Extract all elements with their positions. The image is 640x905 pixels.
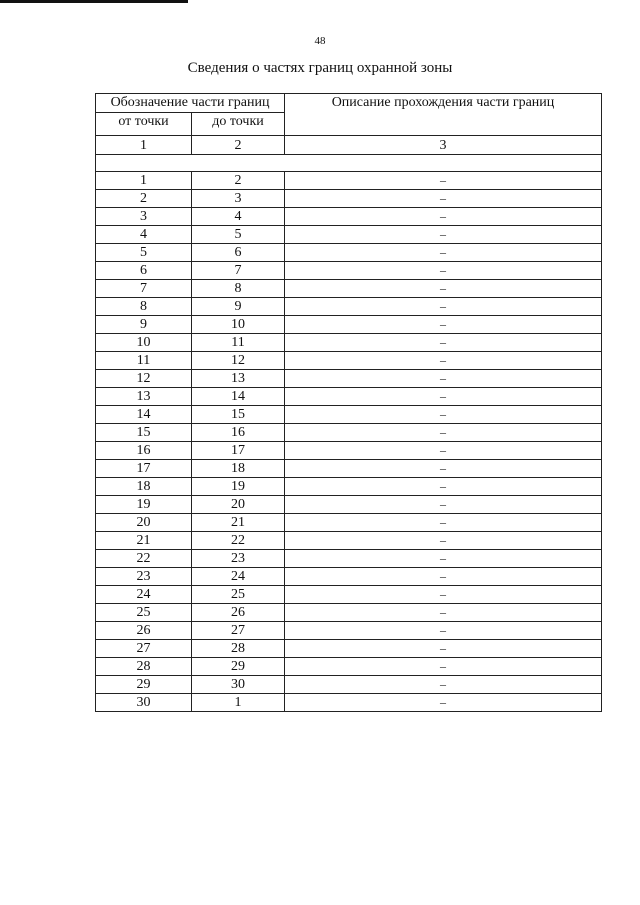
desc-cell: – <box>285 280 602 298</box>
boundary-table <box>95 93 602 712</box>
desc-cell: – <box>285 442 602 460</box>
from-cell: 1 <box>96 172 192 190</box>
desc-cell: – <box>285 406 602 424</box>
table-row <box>96 514 602 532</box>
to-header: до точки <box>192 113 285 136</box>
desc-cell: – <box>285 262 602 280</box>
desc-cell: – <box>285 586 602 604</box>
table-row <box>96 298 602 316</box>
table-row <box>96 370 602 388</box>
desc-cell: – <box>285 532 602 550</box>
page-number: 48 <box>314 35 326 47</box>
desc-cell: – <box>285 226 602 244</box>
desc-cell: – <box>285 604 602 622</box>
from-cell: 22 <box>96 550 192 568</box>
to-cell: 30 <box>192 676 285 694</box>
table-row <box>96 334 602 352</box>
desc-cell: – <box>285 424 602 442</box>
to-cell: 29 <box>192 658 285 676</box>
table-row <box>96 478 602 496</box>
to-cell: 1 <box>192 694 285 712</box>
desc-cell: – <box>285 496 602 514</box>
desc-cell: – <box>285 550 602 568</box>
desc-cell: – <box>285 460 602 478</box>
blank-row <box>96 155 602 172</box>
to-cell: 21 <box>192 514 285 532</box>
to-cell: 13 <box>192 370 285 388</box>
table-row <box>96 694 602 712</box>
table-row <box>96 622 602 640</box>
to-cell: 20 <box>192 496 285 514</box>
desc-cell: – <box>285 298 602 316</box>
table-row <box>96 604 602 622</box>
from-cell: 27 <box>96 640 192 658</box>
to-cell: 14 <box>192 388 285 406</box>
table-row <box>96 496 602 514</box>
page-title: Сведения о частях границ охранной зоны <box>187 60 453 76</box>
index-cell-1: 1 <box>96 136 192 155</box>
table-row <box>96 406 602 424</box>
to-cell: 22 <box>192 532 285 550</box>
table-row <box>96 280 602 298</box>
from-cell: 19 <box>96 496 192 514</box>
from-cell: 4 <box>96 226 192 244</box>
desc-cell: – <box>285 316 602 334</box>
desc-cell: – <box>285 568 602 586</box>
to-cell: 17 <box>192 442 285 460</box>
table-row <box>96 676 602 694</box>
table-row <box>96 442 602 460</box>
desc-header: Описание прохождения части границ <box>285 94 602 136</box>
table-row <box>96 388 602 406</box>
from-cell: 23 <box>96 568 192 586</box>
table-row <box>96 586 602 604</box>
to-cell: 24 <box>192 568 285 586</box>
from-cell: 17 <box>96 460 192 478</box>
from-cell: 20 <box>96 514 192 532</box>
from-cell: 3 <box>96 208 192 226</box>
from-cell: 12 <box>96 370 192 388</box>
top-rule <box>0 0 188 3</box>
from-cell: 29 <box>96 676 192 694</box>
from-cell: 14 <box>96 406 192 424</box>
to-cell: 27 <box>192 622 285 640</box>
desc-cell: – <box>285 676 602 694</box>
to-cell: 10 <box>192 316 285 334</box>
table-row <box>96 532 602 550</box>
table-row <box>96 208 602 226</box>
table-row <box>96 172 602 190</box>
from-header: от точки <box>96 113 192 136</box>
table-row <box>96 658 602 676</box>
from-cell: 9 <box>96 316 192 334</box>
desc-cell: – <box>285 208 602 226</box>
from-cell: 21 <box>96 532 192 550</box>
desc-cell: – <box>285 352 602 370</box>
table-row <box>96 550 602 568</box>
to-cell: 15 <box>192 406 285 424</box>
table-row <box>96 316 602 334</box>
to-cell: 18 <box>192 460 285 478</box>
from-cell: 10 <box>96 334 192 352</box>
from-cell: 28 <box>96 658 192 676</box>
desc-cell: – <box>285 244 602 262</box>
desc-cell: – <box>285 658 602 676</box>
desc-cell: – <box>285 640 602 658</box>
from-cell: 7 <box>96 280 192 298</box>
desc-cell: – <box>285 388 602 406</box>
to-cell: 12 <box>192 352 285 370</box>
from-cell: 18 <box>96 478 192 496</box>
table-row <box>96 190 602 208</box>
from-cell: 2 <box>96 190 192 208</box>
from-cell: 15 <box>96 424 192 442</box>
to-cell: 26 <box>192 604 285 622</box>
from-cell: 11 <box>96 352 192 370</box>
desc-cell: – <box>285 190 602 208</box>
desc-cell: – <box>285 370 602 388</box>
table-row <box>96 640 602 658</box>
desc-cell: – <box>285 514 602 532</box>
table-row <box>96 244 602 262</box>
from-cell: 5 <box>96 244 192 262</box>
to-cell: 16 <box>192 424 285 442</box>
header-row <box>96 94 602 113</box>
desc-cell: – <box>285 478 602 496</box>
index-cell-3: 3 <box>285 136 602 155</box>
from-cell: 26 <box>96 622 192 640</box>
from-cell: 8 <box>96 298 192 316</box>
desc-cell: – <box>285 172 602 190</box>
to-cell: 5 <box>192 226 285 244</box>
to-cell: 28 <box>192 640 285 658</box>
to-cell: 3 <box>192 190 285 208</box>
from-cell: 24 <box>96 586 192 604</box>
to-cell: 23 <box>192 550 285 568</box>
desc-cell: – <box>285 334 602 352</box>
table-row <box>96 460 602 478</box>
to-cell: 25 <box>192 586 285 604</box>
index-cell-2: 2 <box>192 136 285 155</box>
blank-cell <box>96 155 602 172</box>
desc-cell: – <box>285 622 602 640</box>
table-row <box>96 568 602 586</box>
to-cell: 7 <box>192 262 285 280</box>
table-row <box>96 424 602 442</box>
to-cell: 4 <box>192 208 285 226</box>
to-cell: 6 <box>192 244 285 262</box>
desc-cell: – <box>285 694 602 712</box>
to-cell: 8 <box>192 280 285 298</box>
group-header: Обозначение части границ <box>96 94 285 113</box>
from-cell: 16 <box>96 442 192 460</box>
table-row <box>96 352 602 370</box>
table-row <box>96 226 602 244</box>
to-cell: 11 <box>192 334 285 352</box>
table-row <box>96 262 602 280</box>
index-row <box>96 136 602 155</box>
to-cell: 2 <box>192 172 285 190</box>
from-cell: 6 <box>96 262 192 280</box>
from-cell: 30 <box>96 694 192 712</box>
from-cell: 25 <box>96 604 192 622</box>
from-cell: 13 <box>96 388 192 406</box>
to-cell: 9 <box>192 298 285 316</box>
to-cell: 19 <box>192 478 285 496</box>
